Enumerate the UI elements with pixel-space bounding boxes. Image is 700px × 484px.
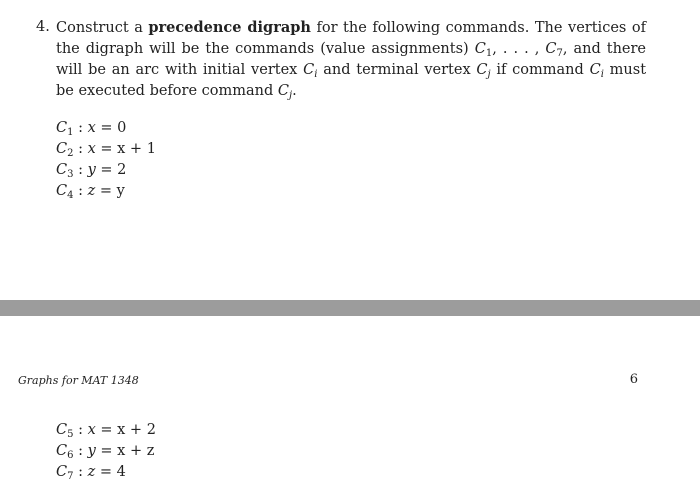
math-c-first: $C_1$ [474,41,493,59]
command-c2: $C_2$ : x = x + 1 [56,141,156,159]
page-number: 6 [629,372,638,387]
statement-text-6: must be executed before command [56,62,647,99]
math-ci-2: $C_i$ [589,62,604,80]
command-c7: $C_7$ : z = 4 [56,464,126,482]
bold-term: precedence digraph [148,19,311,36]
running-head: Graphs for MAT 1348 [18,374,139,387]
command-list-page-1 [56,118,156,202]
command-c1: $C_1$ : x = 0 [56,120,127,138]
math-ci: $C_i$ [303,62,318,80]
problem-statement [56,17,646,102]
statement-text-5: if command [490,62,590,78]
math-c-last: $C_7$ [545,41,563,59]
statement-text-2: for the following commands. The vertices of the digraph will be the commands (value assignments) [56,20,646,57]
range-separator: , . . . , [492,41,546,57]
command-c5: $C_5$ : x = x + 2 [56,422,156,440]
statement-end: . [292,83,297,99]
command-c4: $C_4$ : z = y [56,183,125,201]
math-cj: $C_j$ [476,62,491,80]
page-break-divider [0,300,700,316]
math-cj-2: $C_j$ [277,83,293,101]
problem-4 [36,17,646,102]
command-c6: $C_6$ : y = x + z [56,443,155,461]
statement-text-4: and terminal vertex [317,62,477,78]
statement-text-3: , and there will be an arc with initial vertex [56,41,646,78]
statement-text-1: Construct a [56,20,149,36]
problem-number: 4. [36,19,50,35]
command-list-page-2 [56,420,156,483]
command-c3: $C_3$ : y = 2 [56,162,127,180]
